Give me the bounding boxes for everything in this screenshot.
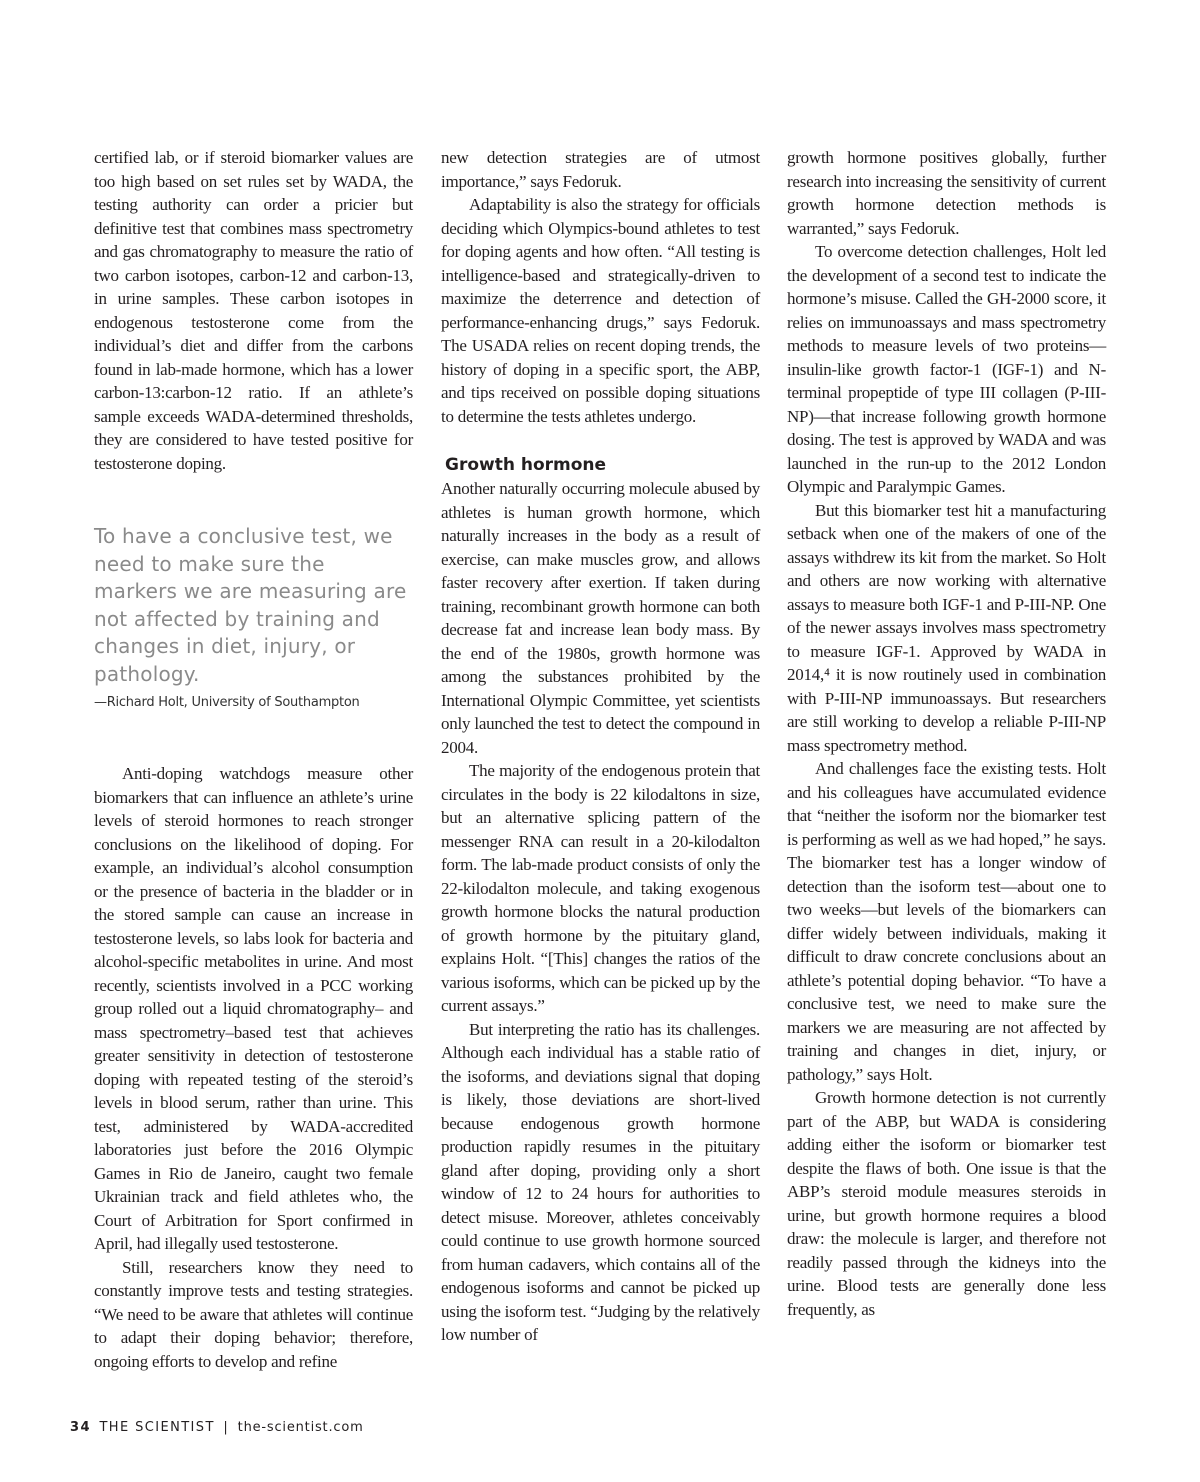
publication-url: the-scientist.com bbox=[237, 1420, 364, 1435]
paragraph: Another naturally occurring molecule abused by athletes is human growth hormone, which naturally increases in the body as a result of exercise, can make muscles grow, and allows faster recovery after exertion. If taken during training, recombinant growth hormone can both decrease fat and increase lean body mass. By the end of the 1980s, growth hormone was among the substances prohibited by the International Olympic Committee, yet scientists only launched the test to detect the compound in 2004. bbox=[441, 479, 760, 757]
paragraph: Growth hormone detection is not currently part of the ABP, but WADA is considering adding either the isoform or biomarker test despite the flaws of both. One issue is that the ABP’s steroid module measures steroids in urine, but growth hormone requires a blood draw: the molecule is larger, and therefore not readily passed through the kidneys into the urine. Blood tests are generally done less frequently, as bbox=[787, 1088, 1106, 1319]
footer-separator: | bbox=[223, 1420, 230, 1435]
page-number: 34 bbox=[70, 1420, 91, 1435]
page-footer bbox=[70, 1420, 364, 1435]
paragraph: And challenges face the existing tests. Holt and his colleagues have accumulated evidence that “neither the isoform nor the biomarker test is performing as well as we had hoped,” he says. The biomarker test has a longer window of detection than the isoform test—about one to two weeks—but levels of the biomarkers can differ widely between individuals, making it difficult to draw concrete conclusions about an athlete’s potential doping behavior. “To have a conclusive test, we need to make sure the markers we are measuring are not affected by training and changes in diet, injury, or pathology,” says Holt. bbox=[787, 759, 1106, 1084]
column-1 bbox=[94, 146, 413, 1373]
section-heading: Growth hormone bbox=[445, 455, 607, 475]
paragraph: But interpreting the ratio has its challenges. Although each individual has a stable ratio of the isoforms, and deviations signal that doping is likely, those deviations are short-lived because endogenous growth hormone production rapidly resumes in the pituitary gland after doping, providing only a short window of 12 to 24 hours for authorities to detect misuse. Moreover, athletes conceivably could continue to use growth hormone sourced from human cadavers, which contains all of the endogenous isoforms and cannot be picked up using the isoform test. “Judging by the relatively low number of bbox=[441, 1019, 760, 1344]
paragraph: Still, researchers know they need to constantly improve tests and testing strategies. “We need to be aware that athletes will continue to adapt their doping behavior; therefore, ongoing efforts to develop and refine bbox=[94, 1257, 413, 1371]
paragraph: But this biomarker test hit a manufacturing setback when one of the makers of one of the assays withdrew its kit from the market. So Holt and others are now working with alternative assays to measure both IGF-1 and P-III-NP. One of the newer assays involves mass spectrometry to measure IGF-1. Approved by WADA in 2014,⁴ it is now routinely used in combination with P-III-NP immunoassays. But researchers are still working to develop a reliable P-III-NP mass spectrometry method. bbox=[787, 500, 1106, 755]
pull-quote bbox=[94, 523, 413, 712]
paragraph: Adaptability is also the strategy for officials deciding which Olympics-bound athletes to test for doping agents and how often. “All testing is intelligence-based and strategically-driven to maximize the deterrence and detection of performance-enhancing drugs,” says Fedoruk. The USADA relies on recent doping trends, the history of doping in a specific sport, the ABP, and tips received on possible doping situations to determine the tests athletes undergo. bbox=[441, 195, 760, 426]
column-2 bbox=[441, 146, 760, 1347]
paragraph: To overcome detection challenges, Holt led the development of a second test to indicate the hormone’s misuse. Called the GH-2000 score, it relies on immunoassays and mass spectrometry methods to measure levels of two proteins—insulin-like growth factor-1 (IGF-1) and N-terminal propeptide of type III collagen (P-III-NP)—that increase following growth hormone dosing. The test is approved by WADA and was launched in the run-up to the 2012 London Olympic and Paralympic Games. bbox=[787, 242, 1106, 496]
paragraph: new detection strategies are of utmost importance,” says Fedoruk. bbox=[441, 148, 760, 191]
paragraph: certified lab, or if steroid biomarker values are too high based on set rules set by WADA, the testing authority can order a pricier but definitive test that combines mass spectrometry and gas chromatography to measure the ratio of two carbon isotopes, carbon-12 and carbon-13, in urine samples. These carbon isotopes in endogenous testosterone come from the individual’s diet and differ from the carbons found in lab-made hormone, which has a lower carbon-13:carbon-12 ratio. If an athlete’s sample exceeds WADA-determined thresholds, they are considered to have tested positive for testosterone doping. bbox=[94, 148, 413, 473]
publication-name: THE SCIENTIST bbox=[99, 1420, 215, 1435]
pull-quote-text: To have a conclusive test, we need to make sure the markers we are measuring are not affected by training and changes in diet, injury, or pathology. bbox=[94, 524, 407, 686]
paragraph: Anti-doping watchdogs measure other biomarkers that can influence an athlete’s urine levels of steroid hormones to reach stronger conclusions on the likelihood of doping. For example, an individual’s alcohol consumption or the presence of bacteria in the bladder or in the stored sample can cause an increase in testosterone levels, so labs look for bacteria and alcohol-specific metabolites in urine. And most recently, scientists involved in a PCC working group rolled out a liquid chromatography– and mass spectrometry–based test that achieves greater sensitivity in detection of testosterone doping with repeated testing of the steroid’s levels in blood serum, rather than urine. This test, administered by WADA-accredited laboratories just before the 2016 Olympic Games in Rio de Janeiro, caught two female Ukrainian track and field athletes who, the Court of Arbitration for Sport confirmed in April, had illegally used testosterone. bbox=[94, 764, 413, 1253]
column-3 bbox=[787, 146, 1106, 1321]
paragraph: The majority of the endogenous protein that circulates in the body is 22 kilodaltons in size, but an alternative splicing pattern of the messenger RNA can result in a 20-kilodalton form. The lab-made product consists of only the 22-kilodalton molecule, and taking exogenous growth hormone blocks the natural production of growth hormone by the pituitary gland, explains Holt. “[This] changes the ratios of the various isoforms, which can be picked up by the current assays.” bbox=[441, 761, 760, 1015]
pull-quote-attribution: —Richard Holt, University of Southampton bbox=[94, 695, 360, 710]
paragraph: growth hormone positives globally, further research into increasing the sensitivity of current growth hormone detection methods is warranted,” says Fedoruk. bbox=[787, 148, 1106, 238]
